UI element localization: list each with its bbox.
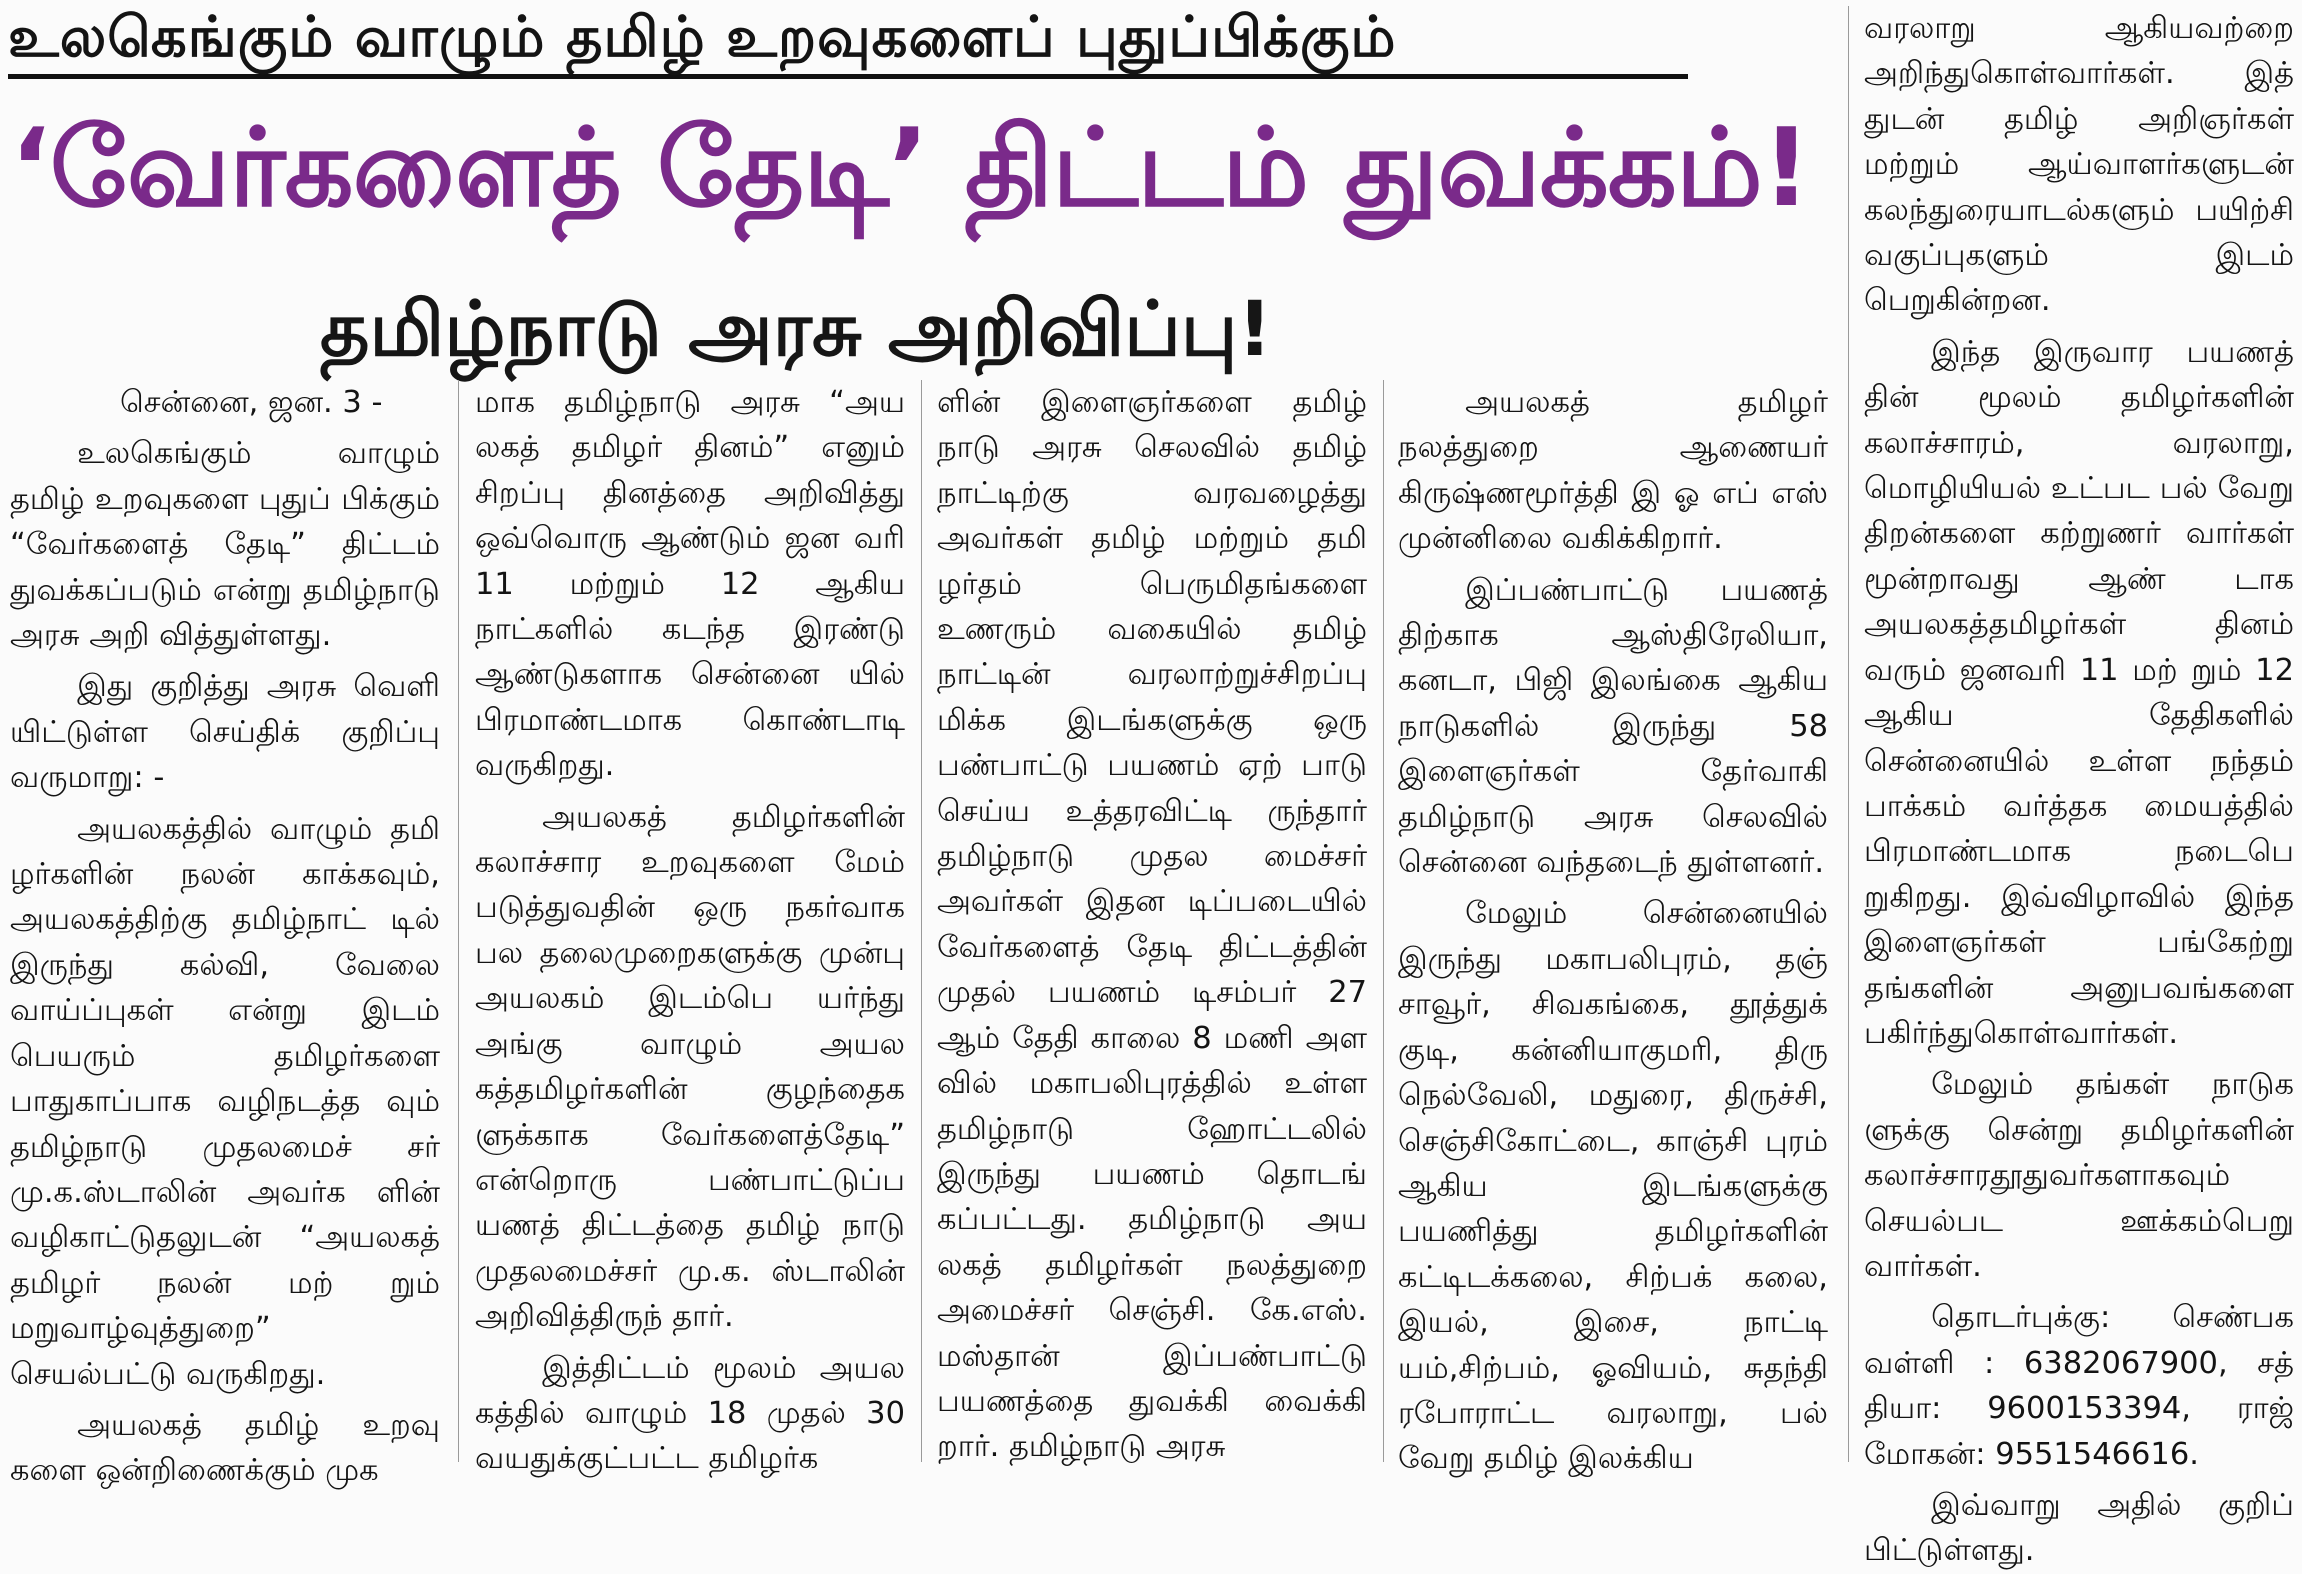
paragraph: இவ்வாறு அதில் குறிப் பிட்டுள்ளது. (1864, 1488, 2294, 1569)
paragraph: அயலகத் தமிழ் உறவு களை ஒன்றிணைக்கும் முக (10, 1407, 440, 1489)
kicker-headline: உலகெங்கும் வாழும் தமிழ் உறவுகளைப் புதுப்பிக்கும் (8, 6, 1688, 79)
paragraph: அயலகத் தமிழர்களின் கலாச்சார உறவுகளை மேம் படுத்துவதின் ஒரு நகர்வாக பல தலைமுறைகளுக்கு முன்பு அயலகம் இடம்பெ யர்ந்து அங்கு வாழும் அயல கத்தமிழர்களின் குழந்தைக ளுக்காக வேர்களைத்தேடி” என்றொரு பண்பாட்டுப்ப யணத் திட்டத்தை தமிழ் நாடு முதலமைச்சர் மு.க. ஸ்டாலின் அறிவித்திருந் தார். (475, 799, 905, 1335)
paragraph: அயலகத்தில் வாழும் தமி ழர்களின் நலன் காக்கவும், அயலகத்திற்கு தமிழ்நாட் டில் இருந்து கல்வி, வேலை வாய்ப்புகள் என்று இடம் பெயரும் தமிழர்களை பாதுகாப்பாக வழிநடத்த வும் தமிழ்நாடு முதலமைச் சர் மு.க.ஸ்டாலின் அவர்க ளின் வழிகாட்டுதலுடன் “அயலகத் தமிழர் நலன் மற் றும் மறுவாழ்வுத்துறை” செயல்பட்டு வருகிறது. (10, 811, 440, 1392)
column-divider (1383, 380, 1384, 1462)
article-column-5 (1864, 6, 2294, 1569)
dateline: சென்னை, ஜன. 3 - (120, 385, 383, 420)
article-column-4 (1398, 380, 1828, 1477)
paragraph: இப்பண்பாட்டு பயணத் திற்காக ஆஸ்திரேலியா, கனடா, பிஜி இலங்கை ஆகிய நாடுகளில் இருந்து 58 இளைஞர்கள் தேர்வாகி தமிழ்நாடு அரசு செலவில் சென்னை வந்தடைந் துள்ளனர். (1398, 572, 1828, 881)
sub-headline: தமிழ்நாடு அரசு அறிவிப்பு! (320, 284, 1273, 373)
paragraph: உலகெங்கும் வாழும் தமிழ் உறவுகளை புதுப் பிக்கும் “வேர்களைத் தேடி” திட்டம் துவக்கப்படும் என்று தமிழ்நாடு அரசு அறி வித்துள்ளது. (10, 436, 440, 654)
column-divider (458, 380, 459, 1462)
paragraph: ளின் இளைஞர்களை தமிழ் நாடு அரசு செலவில் தமிழ் நாட்டிற்கு வரவழைத்து அவர்கள் தமிழ் மற்றும் தமி ழர்தம் பெருமிதங்களை உணரும் வகையில் தமிழ் நாட்டின் வரலாற்றுச்சிறப்பு மிக்க இடங்களுக்கு ஒரு பண்பாட்டு பயணம் ஏற் பாடு செய்ய உத்தரவிட்டி ருந்தார் தமிழ்நாடு முதல மைச்சர் அவர்கள் இதன டிப்படையில் வேர்களைத் தேடி திட்டத்தின் முதல் பயணம் டிசம்பர் 27 ஆம் தேதி காலை 8 மணி அள வில் மகாபலிபுரத்தில் உள்ள தமிழ்நாடு ஹோட்டலில் இருந்து பயணம் தொடங் கப்பட்டது. தமிழ்நாடு அய லகத் தமிழர்கள் நலத்துறை அமைச்சர் செஞ்சி. கே.எஸ். மஸ்தான் இப்பண்பாட்டு பயணத்தை துவக்கி வைக்கி றார். தமிழ்நாடு அரசு (937, 385, 1367, 1465)
paragraph: மாக தமிழ்நாடு அரசு “அய லகத் தமிழர் தினம்” எனும் சிறப்பு தினத்தை அறிவித்து ஒவ்வொரு ஆண்டும் ஜன வரி 11 மற்றும் 12 ஆகிய நாட்களில் கடந்த இரண்டு ஆண்டுகளாக சென்னை யில் பிரமாண்டமாக கொண்டாடி வருகிறது. (475, 385, 905, 784)
article-column-1 (10, 380, 440, 1489)
paragraph: இது குறித்து அரசு வெளி யிட்டுள்ள செய்திக் குறிப்பு வருமாறு: - (10, 669, 440, 796)
paragraph: இந்த இருவார பயணத் தின் மூலம் தமிழர்களின் கலாச்சாரம், வரலாறு, மொழியியல் உட்பட பல் வேறு திறன்களை கற்றுணர் வார்கள் மூன்றாவது ஆண் டாக அயலகத்தமிழர்கள் தினம் வரும் ஜனவரி 11 மற் றும் 12 ஆகிய தேதிகளில் சென்னையில் உள்ள நந்தம் பாக்கம் வர்த்தக மையத்தில் பிரமாண்டமாக நடைபெ றுகிறது. இவ்விழாவில் இந்த இளைஞர்கள் பங்கேற்று தங்களின் அனுபவங்களை பகிர்ந்துகொள்வார்கள். (1864, 334, 2294, 1051)
paragraph: மேலும் தங்கள் நாடுக ளுக்கு சென்று தமிழர்களின் கலாச்சாரதூதுவர்களாகவும் செயல்பட ஊக்கம்பெறு வார்கள். (1864, 1067, 2294, 1284)
paragraph: மேலும் சென்னையில் இருந்து மகாபலிபுரம், தஞ் சாவூர், சிவகங்கை, தூத்துக் குடி, கன்னியாகுமரி, திரு நெல்வேலி, மதுரை, திருச்சி, செஞ்சிகோட்டை, காஞ்சி புரம் ஆகிய இடங்களுக்கு பயணித்து தமிழர்களின் கட்டிடக்கலை, சிற்பக் கலை, இயல், இசை, நாட்டி யம்,சிற்பம், ஓவியம், சுதந்தி ரபோராட்ட வரலாறு, பல் வேறு தமிழ் இலக்கிய (1398, 896, 1828, 1477)
paragraph: இத்திட்டம் மூலம் அயல கத்தில் வாழும் 18 முதல் 30 வயதுக்குட்பட்ட தமிழர்க (475, 1350, 905, 1477)
column-divider (1848, 6, 1849, 1462)
contact-info: தொடர்புக்கு: செண்பக வள்ளி : 6382067900, சத் தியா: 9600153394, ராஜ் மோகன்: 9551546616. (1864, 1300, 2294, 1472)
paragraph: அயலகத் தமிழர் நலத்துறை ஆணையர் கிருஷ்ணமூர்த்தி இ ஓ எப் எஸ் முன்னிலை வகிக்கிறார். (1398, 385, 1828, 557)
column-divider (921, 380, 922, 1462)
main-headline: ‘வேர்களைத் தேடி’ திட்டம் துவக்கம்! (10, 106, 1811, 231)
article-column-3 (937, 380, 1367, 1465)
article-column-2 (475, 380, 905, 1477)
paragraph: வரலாறு ஆகியவற்றை அறிந்துகொள்வார்கள். இத் துடன் தமிழ் அறிஞர்கள் மற்றும் ஆய்வாளர்களுடன் கலந்துரையாடல்களும் பயிற்சி வகுப்புகளும் இடம் பெறுகின்றன. (1864, 11, 2294, 319)
